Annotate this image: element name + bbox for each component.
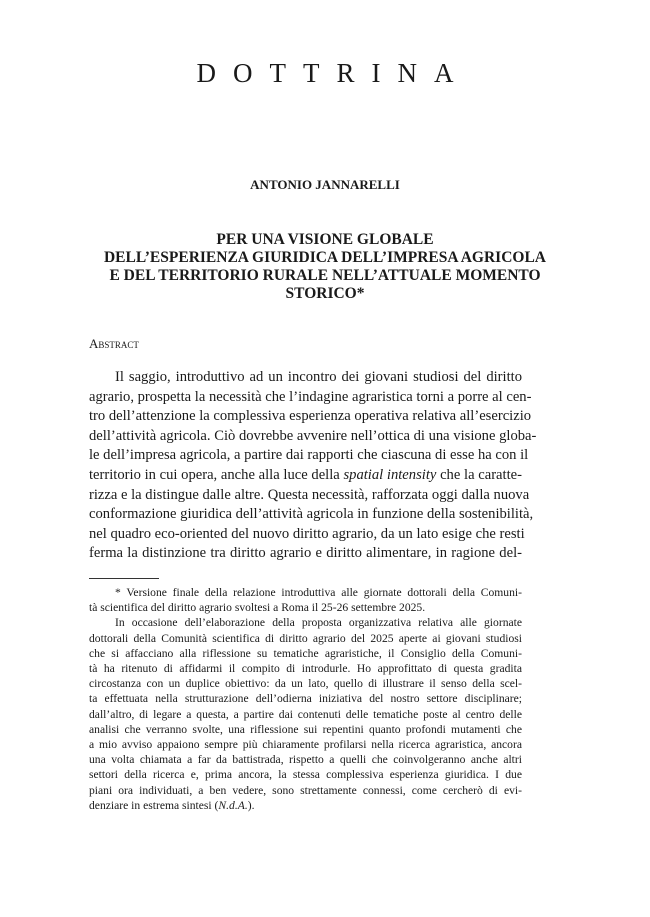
abstract-line: agrario, prospetta la necessità che l’indagine agraristica torni a porre al cen- [89,388,532,405]
abstract-line-start: territorio in cui opera, anche alla luce della [89,466,340,483]
abstract-line: rizza e la distingue dalle altre. Questa necessità, rafforzata oggi dalla nuova [89,486,530,503]
author-name: ANTONIO JANNARELLI [250,177,400,192]
footnote-line: dottorali della Comunità scientifica di diritto agrario del 2025 aperte ai giovani studiosi [89,631,522,645]
abstract-line: conformazione giuridica dell’attività agricola in funzione della sostenibilità, [89,506,534,523]
footnote-divider [89,578,159,579]
abstract-line: ferma la distinzione tra diritto agrario e diritto alimentare, in ragione del- [89,545,522,562]
abstract-label: Abstract [89,336,139,351]
footnote-line: a mio avviso appaiono sempre più chiaramente profilarsi nella ricerca agraristica, ancora [89,738,522,752]
footnote-line: settori della ricerca e, prima ancora, la stessa complessiva esperienza giuridica. I due [89,768,522,782]
footnote-line: tà scientifica del diritto agrario svoltesi a Roma il 25-26 settembre 2025. [89,601,426,615]
section-heading: DOTTRINA [196,58,471,88]
footnote-line: tà ha ritenuto di affidarmi il compito di introdurle. Ho approfittato di questa gradita [89,662,522,676]
footnote-line: ta effettuata nella strutturazione dell’odierna iniziativa del nostro settore disciplinare; [89,692,522,706]
title-line: STORICO* [285,285,365,302]
abstract-line: dell’attività agricola. Ciò dovrebbe avvenire nell’ottica di una visione globa- [89,427,537,444]
footnote-line: una volta chiamata a far da battistrada, rispetto a quelli che coinvolgeranno anche altri [89,753,522,767]
footnote-line: piani ora individuati, a ben vedere, sono strettamente connessi, come cercherò di evi- [89,783,522,797]
title-line: DELL’ESPERIENZA GIURIDICA DELL’IMPRESA AGRICOLA [103,249,546,266]
footnote-line [89,798,522,813]
article-title [90,231,560,303]
abstract-line: Il saggio, introduttivo ad un incontro dei giovani studiosi del diritto [115,369,522,385]
title-line: PER UNA VISIONE GLOBALE [216,231,434,248]
footnote-line: dall’altro, di legare a questa, a partire dai contenuti delle tematiche poste al centro delle [89,707,522,721]
footnote-line-start: denziare in estrema sintesi ( [89,798,219,812]
footnote-line: analisi che verranno svolte, una riflessione sui repentini quanto profondi mutamenti che [89,722,522,736]
footnote-line: circostanza con un duplice obiettivo: da un lato, quello di illustrare il senso della scel- [89,677,522,691]
abstract-italic-term: spatial intensity [343,466,437,483]
footnote-line: In occasione dell’elaborazione della proposta organizzativa relativa alle giornate [115,616,522,630]
abstract-line: nel quadro eco-oriented del nuovo diritto agrario, da un lato esige che resti [89,525,525,542]
footnote-italic-note: N.d.A. [218,798,248,812]
footnote-line-end: ). [247,798,255,812]
footnotes [89,585,522,813]
abstract-body [89,368,537,564]
footnote-line: che si affacciano alla riflessione su tematiche agraristiche, il Consiglio della Comuni- [89,646,522,660]
abstract-line [89,466,522,486]
title-line: E DEL TERRITORIO RURALE NELL’ATTUALE MOMENTO [109,267,541,284]
footnote-line: * Versione finale della relazione introduttiva alle giornate dottorali della Comuni- [115,586,522,599]
abstract-line-end: che la caratte- [440,466,522,483]
abstract-line: tro dell’attenzione la complessiva esperienza operativa relativa all’esercizio [89,408,532,425]
abstract-line: le dell’impresa agricola, a partire dai rapporti che ciascuna di esse ha con il [89,447,529,464]
